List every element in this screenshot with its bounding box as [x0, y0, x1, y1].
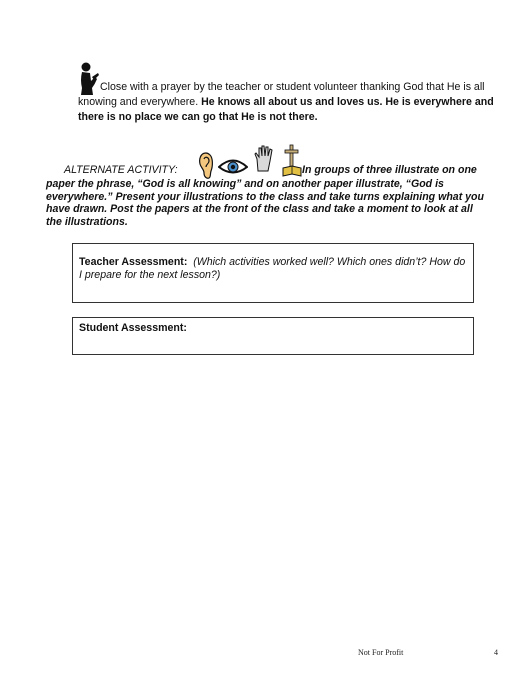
teacher-assessment-label: Teacher Assessment: [79, 256, 188, 268]
prayer-emphasis: He knows all about us and loves us. He is everywhere and there is no place we can go that He is not there. [78, 96, 494, 123]
closing-prayer-paragraph [78, 80, 498, 125]
student-assessment-box[interactable] [72, 317, 474, 355]
student-assessment-label: Student Assessment: [79, 322, 187, 334]
bible-cross-icon [281, 144, 303, 178]
page-number: 4 [494, 648, 498, 657]
alternate-activity-label: ALTERNATE ACTIVITY: [64, 164, 178, 176]
alternate-activity-intro: In groups of three illustrate on one [302, 164, 477, 176]
ear-icon [198, 152, 214, 180]
hand-icon [253, 144, 275, 172]
prayer-instruction: Close with a prayer by the teacher or student volunteer thanking God that He is all knowing and everywhere. [78, 81, 485, 108]
alternate-activity-instructions: paper the phrase, “God is all knowing” and on another paper illustrate, “God is everywhere.” Present your illustrations to the class and take turns explaining what you have drawn. Post the papers at the front of the class and take a moment to look at all the illustrations. [46, 178, 485, 228]
teacher-assessment-prompt: (Which activities worked well? Which ones didn’t? How do I prepare for the next lesson?) [79, 256, 466, 281]
eye-icon [218, 158, 248, 176]
footer-note: Not For Profit [358, 648, 404, 657]
page-footer [358, 648, 498, 657]
teacher-assessment-box[interactable] [72, 243, 474, 303]
alternate-activity [46, 144, 486, 228]
